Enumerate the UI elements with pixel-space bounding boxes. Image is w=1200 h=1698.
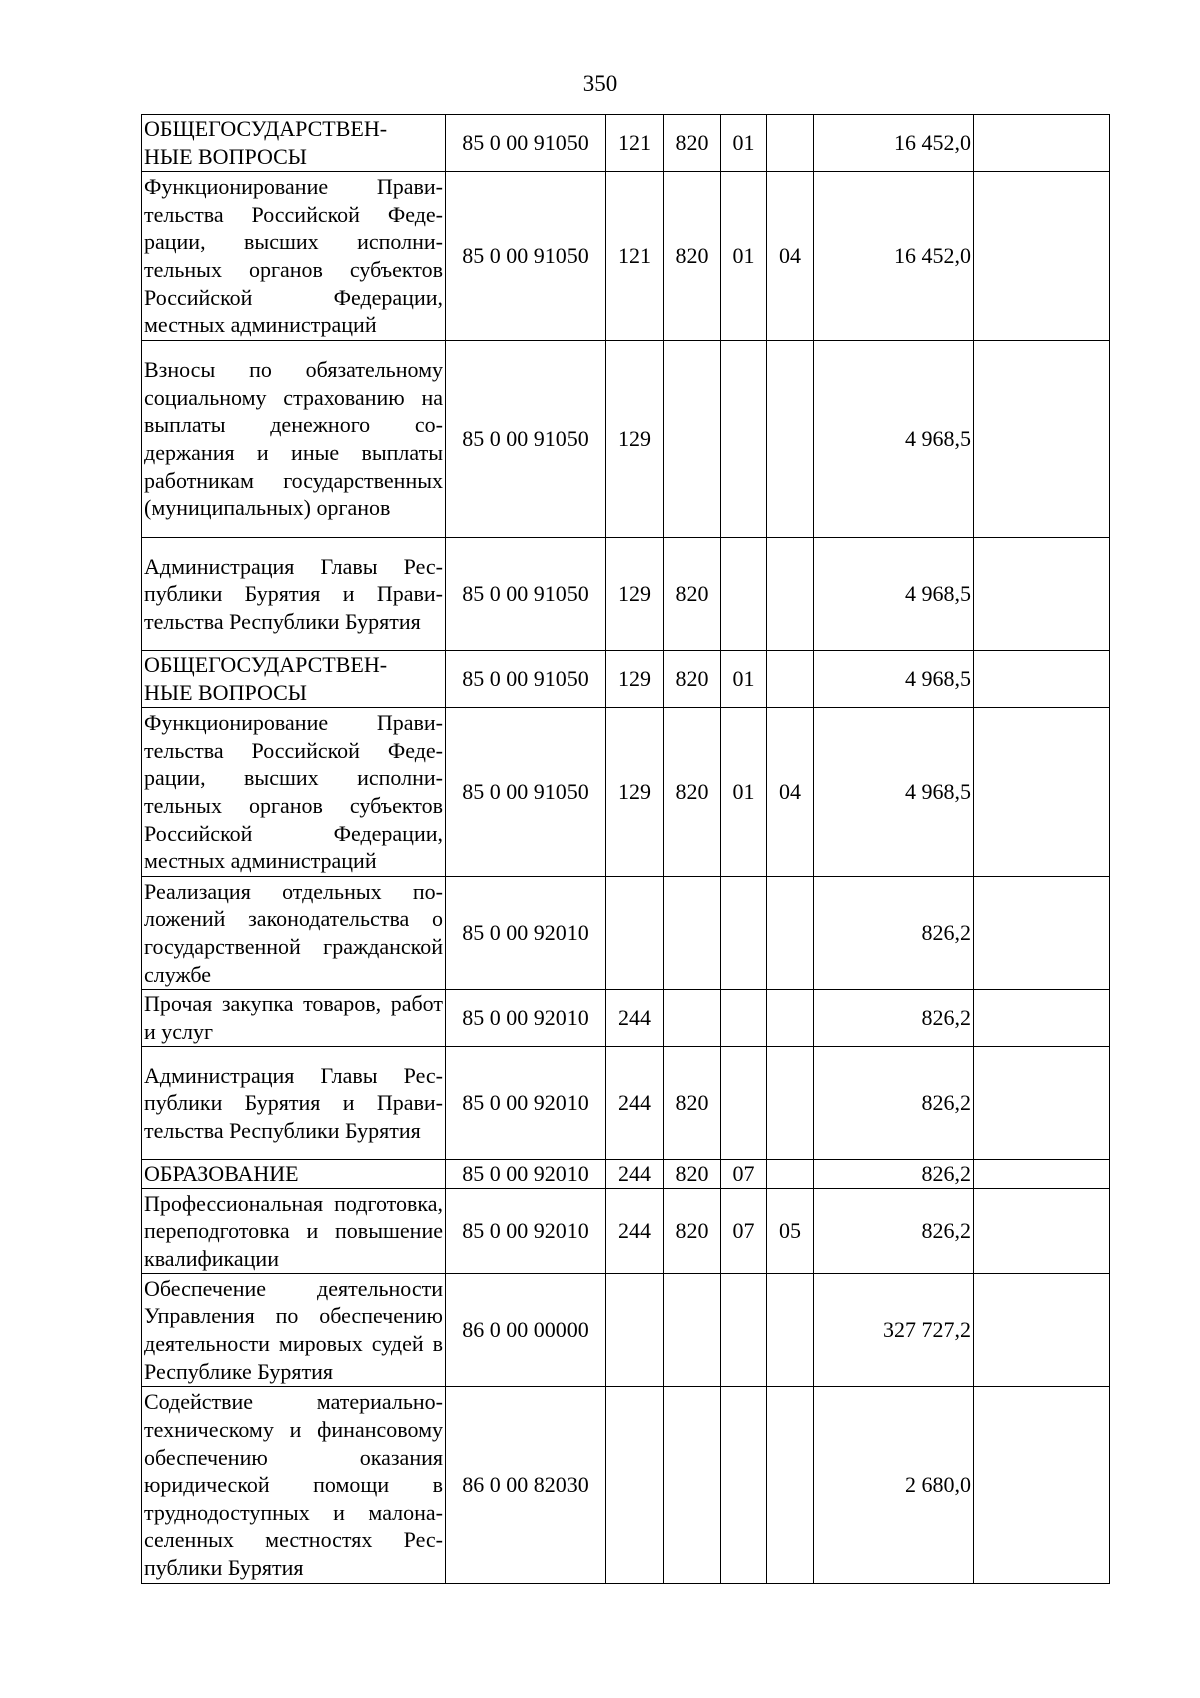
subsection-code xyxy=(767,1387,814,1584)
amount-secondary xyxy=(974,1160,1110,1189)
expense-type-code: 244 xyxy=(606,990,664,1047)
ministry-code xyxy=(664,1387,721,1584)
row-description: Функционирование Правительства Российской Федерации, высших исполнительных органов субъектов Российской Федерации, местных администраций xyxy=(142,708,446,877)
table-row xyxy=(142,538,1110,651)
amount-secondary xyxy=(974,651,1110,708)
row-description: ОБЩЕГОСУДАРСТВЕН- НЫЕ ВОПРОСЫ xyxy=(142,651,446,708)
table-row xyxy=(142,877,1110,990)
amount: 16 452,0 xyxy=(814,115,974,172)
row-description: ОБЩЕГОСУДАРСТВЕН- НЫЕ ВОПРОСЫ xyxy=(142,115,446,172)
row-description: Прочая закупка товаров, работ и услуг xyxy=(142,990,446,1047)
amount-secondary xyxy=(974,990,1110,1047)
expense-type-code: 121 xyxy=(606,115,664,172)
row-description: Функционирование Правительства Российской Федерации, высших исполнительных органов субъектов Российской Федерации, местных администраций xyxy=(142,172,446,341)
target-article-code: 85 0 00 91050 xyxy=(446,341,606,538)
amount-secondary xyxy=(974,341,1110,538)
subsection-code: 04 xyxy=(767,172,814,341)
amount-secondary xyxy=(974,1387,1110,1584)
row-description: Профессиональная подготовка, переподготовка и повышение квалификации xyxy=(142,1189,446,1274)
subsection-code xyxy=(767,1047,814,1160)
amount-secondary xyxy=(974,877,1110,990)
amount: 826,2 xyxy=(814,990,974,1047)
ministry-code: 820 xyxy=(664,538,721,651)
subsection-code: 05 xyxy=(767,1189,814,1274)
page-number: 350 xyxy=(582,71,618,96)
ministry-code: 820 xyxy=(664,651,721,708)
ministry-code: 820 xyxy=(664,1189,721,1274)
amount-secondary xyxy=(974,1274,1110,1387)
ministry-code xyxy=(664,1274,721,1387)
amount-secondary xyxy=(974,1189,1110,1274)
target-article-code: 86 0 00 82030 xyxy=(446,1387,606,1584)
subsection-code xyxy=(767,990,814,1047)
ministry-code xyxy=(664,877,721,990)
subsection-code xyxy=(767,877,814,990)
target-article-code: 85 0 00 92010 xyxy=(446,1160,606,1189)
subsection-code xyxy=(767,538,814,651)
expense-type-code: 129 xyxy=(606,708,664,877)
ministry-code: 820 xyxy=(664,1160,721,1189)
section-code: 01 xyxy=(721,708,767,877)
section-code xyxy=(721,1274,767,1387)
target-article-code: 85 0 00 92010 xyxy=(446,877,606,990)
amount-secondary xyxy=(974,708,1110,877)
budget-table xyxy=(141,114,1110,1584)
table-body xyxy=(142,115,1110,1584)
row-description: ОБРАЗОВАНИЕ xyxy=(142,1160,446,1189)
section-code xyxy=(721,990,767,1047)
amount: 4 968,5 xyxy=(814,708,974,877)
ministry-code xyxy=(664,341,721,538)
ministry-code: 820 xyxy=(664,1047,721,1160)
amount: 16 452,0 xyxy=(814,172,974,341)
section-code xyxy=(721,1387,767,1584)
target-article-code: 85 0 00 91050 xyxy=(446,651,606,708)
section-code: 01 xyxy=(721,115,767,172)
amount: 4 968,5 xyxy=(814,651,974,708)
target-article-code: 85 0 00 91050 xyxy=(446,708,606,877)
table-row xyxy=(142,990,1110,1047)
amount: 826,2 xyxy=(814,877,974,990)
amount-secondary xyxy=(974,1047,1110,1160)
expense-type-code: 244 xyxy=(606,1189,664,1274)
row-description: Обеспечение деятельности Управления по обеспечению деятельности мировых судей в Республике Бурятия xyxy=(142,1274,446,1387)
ministry-code: 820 xyxy=(664,708,721,877)
expense-type-code: 244 xyxy=(606,1047,664,1160)
target-article-code: 85 0 00 91050 xyxy=(446,115,606,172)
amount: 826,2 xyxy=(814,1047,974,1160)
section-code: 01 xyxy=(721,651,767,708)
expense-type-code: 129 xyxy=(606,341,664,538)
target-article-code: 85 0 00 92010 xyxy=(446,1047,606,1160)
row-description: Содействие материально-техническому и финансовому обеспечению оказания юридической помощи в труднодоступных и малонаселенных местностях Республики Бурятия xyxy=(142,1387,446,1584)
target-article-code: 85 0 00 92010 xyxy=(446,1189,606,1274)
amount: 2 680,0 xyxy=(814,1387,974,1584)
table-row xyxy=(142,708,1110,877)
row-description: Администрация Главы Республики Бурятия и Правительства Республики Бурятия xyxy=(142,1047,446,1160)
expense-type-code: 129 xyxy=(606,651,664,708)
amount-secondary xyxy=(974,538,1110,651)
table-row xyxy=(142,651,1110,708)
expense-type-code: 244 xyxy=(606,1160,664,1189)
expense-type-code: 121 xyxy=(606,172,664,341)
ministry-code: 820 xyxy=(664,115,721,172)
table-row xyxy=(142,1189,1110,1274)
subsection-code xyxy=(767,1160,814,1189)
subsection-code xyxy=(767,651,814,708)
expense-type-code xyxy=(606,1274,664,1387)
table-row xyxy=(142,1047,1110,1160)
amount: 826,2 xyxy=(814,1189,974,1274)
amount-secondary xyxy=(974,115,1110,172)
section-code: 07 xyxy=(721,1189,767,1274)
target-article-code: 86 0 00 00000 xyxy=(446,1274,606,1387)
table-row xyxy=(142,172,1110,341)
amount: 4 968,5 xyxy=(814,538,974,651)
section-code: 07 xyxy=(721,1160,767,1189)
subsection-code xyxy=(767,115,814,172)
section-code: 01 xyxy=(721,172,767,341)
target-article-code: 85 0 00 92010 xyxy=(446,990,606,1047)
target-article-code: 85 0 00 91050 xyxy=(446,538,606,651)
table-row xyxy=(142,1160,1110,1189)
row-description: Реализация отдельных положений законодательства о государственной гражданской службе xyxy=(142,877,446,990)
ministry-code xyxy=(664,990,721,1047)
table-row xyxy=(142,115,1110,172)
amount: 327 727,2 xyxy=(814,1274,974,1387)
ministry-code: 820 xyxy=(664,172,721,341)
expense-type-code xyxy=(606,1387,664,1584)
target-article-code: 85 0 00 91050 xyxy=(446,172,606,341)
amount: 4 968,5 xyxy=(814,341,974,538)
section-code xyxy=(721,1047,767,1160)
subsection-code xyxy=(767,1274,814,1387)
section-code xyxy=(721,877,767,990)
amount: 826,2 xyxy=(814,1160,974,1189)
table-row xyxy=(142,341,1110,538)
expense-type-code xyxy=(606,877,664,990)
row-description: Взносы по обязательному социальному страхованию на выплаты денежного содержания и иные выплаты работникам государственных (муниципальных) органов xyxy=(142,341,446,538)
table-row xyxy=(142,1274,1110,1387)
row-description: Администрация Главы Республики Бурятия и Правительства Республики Бурятия xyxy=(142,538,446,651)
subsection-code xyxy=(767,341,814,538)
table-row xyxy=(142,1387,1110,1584)
subsection-code: 04 xyxy=(767,708,814,877)
section-code xyxy=(721,538,767,651)
section-code xyxy=(721,341,767,538)
amount-secondary xyxy=(974,172,1110,341)
expense-type-code: 129 xyxy=(606,538,664,651)
